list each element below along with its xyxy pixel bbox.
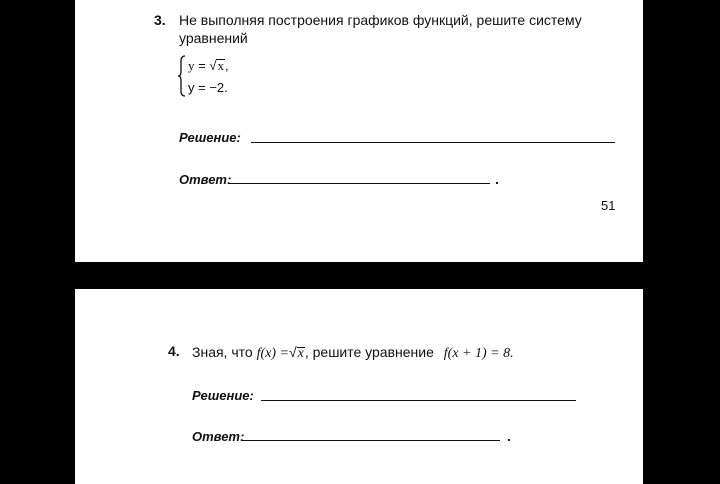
page-number: 51: [601, 198, 616, 213]
task-3-answer-line: [228, 183, 490, 184]
task-4-answer-line: [242, 440, 500, 441]
task-4-text-before: Зная, что: [192, 344, 253, 360]
worksheet-page-top: [75, 0, 643, 262]
task-3-text-line-1: Не выполняя построения графиков функций, решите систему: [179, 12, 582, 28]
eq1-radicand: x: [217, 58, 224, 73]
task-4-equation: f(x + 1) = 8.: [443, 346, 514, 361]
task-4-answer-end: .: [507, 428, 511, 444]
task-3-answer-label: Ответ:: [179, 172, 232, 187]
sqrt-sign-4: √: [288, 344, 297, 360]
task-4-fx: f(x) =: [256, 346, 289, 361]
system-brace: [177, 54, 187, 98]
task-4-solution-line: [261, 400, 576, 401]
task-4-solution-label: Решение:: [192, 388, 254, 403]
eq1-end: ,: [224, 58, 229, 73]
task-4-text-after: , решите уравнение: [304, 344, 434, 360]
task-4-radicand: x: [297, 346, 304, 361]
task-3-number: 3.: [154, 12, 166, 28]
eq1-left: y: [188, 58, 195, 73]
equation-system: [177, 54, 257, 98]
system-equation-1: [188, 58, 229, 74]
worksheet-page-bottom: [75, 289, 643, 484]
eq1-op: =: [198, 58, 206, 73]
task-3-answer-end: .: [495, 171, 499, 187]
sqrt-sign: √: [209, 58, 217, 73]
task-3-solution-line: [251, 142, 615, 143]
task-3-text-line-2: уравнений: [179, 30, 248, 46]
system-equation-2: y = −2.: [188, 80, 228, 95]
task-4-number: 4.: [168, 343, 180, 359]
task-3-solution-label: Решение:: [179, 130, 241, 145]
task-4-statement: [192, 343, 514, 363]
task-4-answer-label: Ответ:: [192, 429, 245, 444]
